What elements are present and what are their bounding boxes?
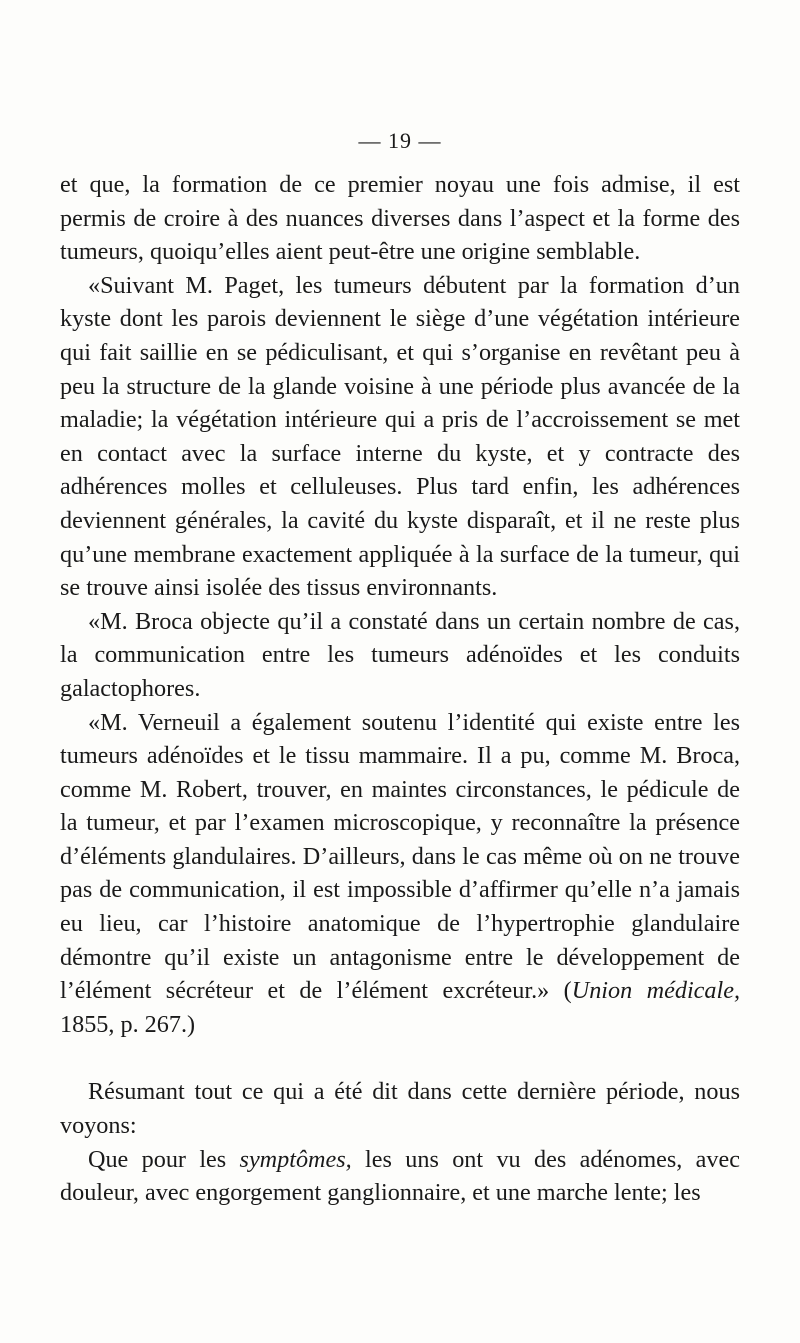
paragraph-4-text: «M. Verneuil a également soutenu l’identité qui existe entre les tumeurs adénoïdes et le tissu mammaire. Il a pu, comme M. Broca, comme M. Robert, trouver, en maintes circonstances, le pédicule de la tumeur, et par l’examen microscopique, y reconnaître la présence d’éléments glandulaires. D’ailleurs, dans le cas même où on ne trouve pas de communication, il est impossible d’affirmer qu’elle n’a jamais eu lieu, car l’histoire anatomique de l’hypertrophie glandulaire démontre qu’il existe un antagonisme entre le développement de l’élément sécréteur et de l’élément excréteur.» (: [60, 708, 740, 1005]
paragraph-4-verneuil-quote: [60, 706, 740, 1042]
paragraph-6-emphasis: symptômes,: [239, 1145, 352, 1173]
paragraph-6-symptoms: [60, 1143, 740, 1210]
paragraph-6-lead: Que pour les: [88, 1145, 240, 1173]
page-number: — 19 —: [358, 128, 442, 153]
source-citation-details: 1855, p. 267.): [60, 1010, 196, 1038]
body-text: [60, 168, 740, 1210]
paragraph-6-rest: les uns ont vu des adénomes, avec douleur, avec engorgement ganglionnaire, et une marche lente; les: [60, 1145, 740, 1207]
paragraph-5-summary: Résumant tout ce qui a été dit dans cette dernière période, nous voyons:: [60, 1078, 740, 1140]
paragraph-3-broca-quote: «M. Broca objecte qu’il a constaté dans un certain nombre de cas, la communication entre les tumeurs adénoïdes et les conduits galactophores.: [60, 607, 740, 702]
paragraph-1: et que, la formation de ce premier noyau une fois admise, il est permis de croire à des nuances diverses dans l’aspect et la forme des tumeurs, quoiqu’elles aient peut-être une origine semblable.: [60, 171, 740, 266]
source-citation-title: Union médicale,: [571, 977, 740, 1005]
paragraph-2-paget-quote: «Suivant M. Paget, les tumeurs débutent par la formation d’un kyste dont les parois deviennent le siège d’une végétation intérieure qui fait saillie en se pédiculisant, et qui s’organise en revêtant peu à peu la structure de la glande voisine à une période plus avancée de la maladie; la végétation intérieure qui a pris de l’accroissement se met en contact avec la surface interne du kyste, et y contracte des adhérences molles et celluleuses. Plus tard enfin, les adhérences deviennent générales, la cavité du kyste disparaît, et il ne reste plus qu’une membrane exactement appliquée à la surface de la tumeur, qui se trouve ainsi isolée des tissus environnants.: [60, 271, 740, 602]
